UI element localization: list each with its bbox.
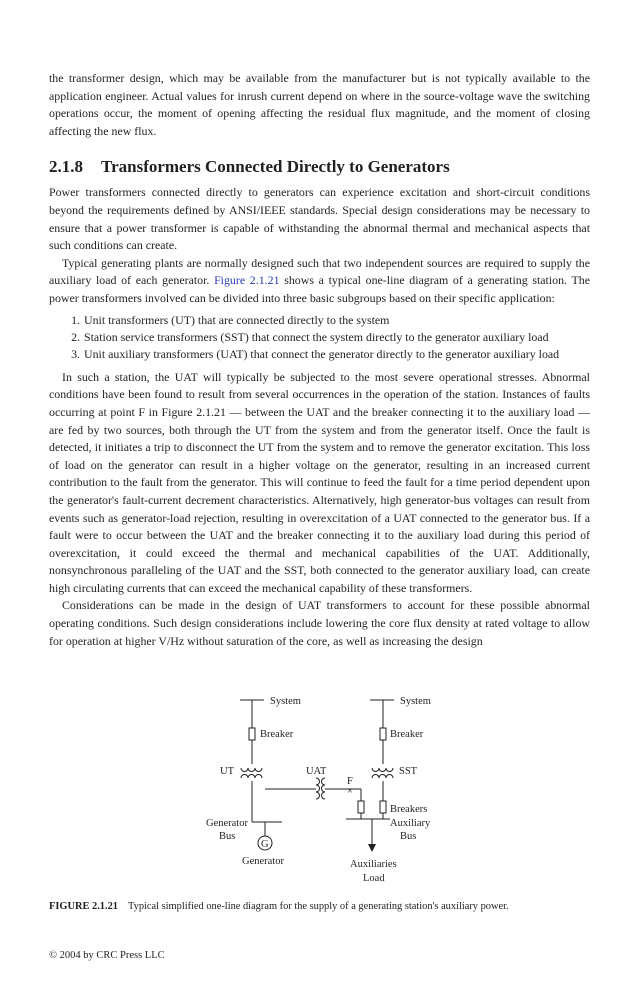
- list-item: 1. Unit transformers (UT) that are connected directly to the system: [83, 312, 590, 329]
- paragraph-2: [49, 255, 590, 308]
- sst-primary-coil: [372, 768, 393, 772]
- paragraph-1: Power transformers connected directly to generators can experience excitation and short-circuit conditions beyond the requirements defined by ANSI/IEEE standards. Special design considerations may be necessary to ensure that a power transformer is capable of withstanding the abnormal thermal and mechanical aspects that such conditions can create.: [49, 185, 590, 253]
- breaker-left: [249, 728, 255, 740]
- transformer-list: [49, 312, 590, 364]
- list-item: 2. Station service transformers (SST) that connect the system directly to the generator auxiliary load: [83, 329, 590, 346]
- paragraph-4: Considerations can be made in the design of UAT transformers to account for these possible abnormal operating conditions. Such design considerations include lowering the core flux density at rated voltage to allow for operation at higher V/Hz without saturation of the core, as well as increasing the design: [49, 598, 590, 648]
- figure-link[interactable]: Figure 2.1.21: [214, 273, 280, 288]
- auxiliaries-load-label: Auxiliaries: [350, 859, 397, 870]
- figure-caption-text: Typical simplified one-line diagram for the supply of a generating station's auxiliary power.: [128, 901, 509, 912]
- breaker-aux-uat: [358, 801, 364, 813]
- uat-label: UAT: [306, 766, 327, 777]
- system-label-right: System: [400, 696, 431, 707]
- page-body: [49, 70, 590, 650]
- generator-label: Generator: [242, 856, 284, 867]
- section-title: Transformers Connected Directly to Generators: [101, 157, 450, 177]
- ut-primary-coil: [241, 768, 262, 772]
- section-number: 2.1.8: [49, 157, 83, 177]
- breakers-label: Breakers: [390, 804, 428, 815]
- uat-secondary-coil: [322, 778, 326, 799]
- figure-caption-label: FIGURE 2.1.21: [49, 901, 118, 912]
- sst-secondary-coil: [372, 775, 393, 779]
- load-arrow: [368, 844, 376, 852]
- generator-bus-label: Bus: [219, 831, 236, 842]
- uat-primary-coil: [316, 778, 320, 799]
- sst-label: SST: [399, 766, 418, 777]
- paragraph-2-before: Typical generating plants are normally designed such that two independent sources are required to supply the auxiliary load of each generator.: [49, 255, 590, 288]
- ut-secondary-coil: [241, 775, 262, 779]
- figure-caption: [49, 900, 609, 914]
- paragraph-3: In such a station, the UAT will typically be subjected to the most severe operational stresses. Abnormal conditions have been found to result from several occurrences in the operation of the station. Instances of faults occurring at point F in Figure 2.1.21 — between the UAT and the breaker connecting it to the auxiliary load — are fed by two sources, both through the UT from the system and from the generator itself. Once the fault is detected, it initiates a trip to disconnect the UT from the system and to remove the generator excitation. This loss of load on the generator can result in a higher voltage on the generator, resulting in an increased current contribution to the fault from the generator. This will continue to feed the fault for a time period dependent upon the generator's fault-current decrement characteristics. Alternatively, high generator-bus voltages can result from events such as generator-load rejection, resulting in overexcitation of a UAT connected to the generator bus. If a fault were to occur between the UAT and the breaker connecting it to the auxiliary load during this period of overexcitation, it could exceed the thermal and mechanical capabilities of the UAT. Additionally, nonsynchronous paralleling of the UAT and the SST, both connected to the generator auxiliary load, can create high circulating currents that can exceed the mechanical capability of these transformers.: [49, 369, 590, 595]
- auxiliaries-load-label: Load: [363, 873, 385, 884]
- copyright-footer: © 2004 by CRC Press LLC: [49, 950, 165, 961]
- breaker-aux-sst: [380, 801, 386, 813]
- intro-paragraph: the transformer design, which may be available from the manufacturer but is not typically available to the application engineer. Actual values for inrush current depend on where in the source-voltage wave the switching operations occur, the moment of opening affecting the residual flux magnitude, and the moment of closing affecting the new flux.: [49, 71, 590, 138]
- paragraph-2-after: shows a typical one-line diagram of a generating station. The power transformers involved can be divided into three basic subgroups based on their specific application:: [49, 273, 590, 305]
- fault-label: F: [347, 776, 353, 787]
- one-line-diagram: [0, 686, 638, 886]
- ut-label: UT: [220, 766, 234, 777]
- section-heading: [49, 157, 590, 177]
- generator-symbol-label: G: [261, 839, 269, 850]
- fault-mark: ×: [347, 786, 353, 797]
- auxiliary-bus-label: Auxiliary: [390, 818, 431, 829]
- breaker-right: [380, 728, 386, 740]
- generator-bus-label: Generator: [206, 818, 248, 829]
- list-item: 3. Unit auxiliary transformers (UAT) that connect the generator directly to the generator auxiliary load: [83, 346, 590, 363]
- breaker-label-right: Breaker: [390, 729, 424, 740]
- auxiliary-bus-label: Bus: [400, 831, 417, 842]
- system-label-left: System: [270, 696, 301, 707]
- breaker-label-left: Breaker: [260, 729, 294, 740]
